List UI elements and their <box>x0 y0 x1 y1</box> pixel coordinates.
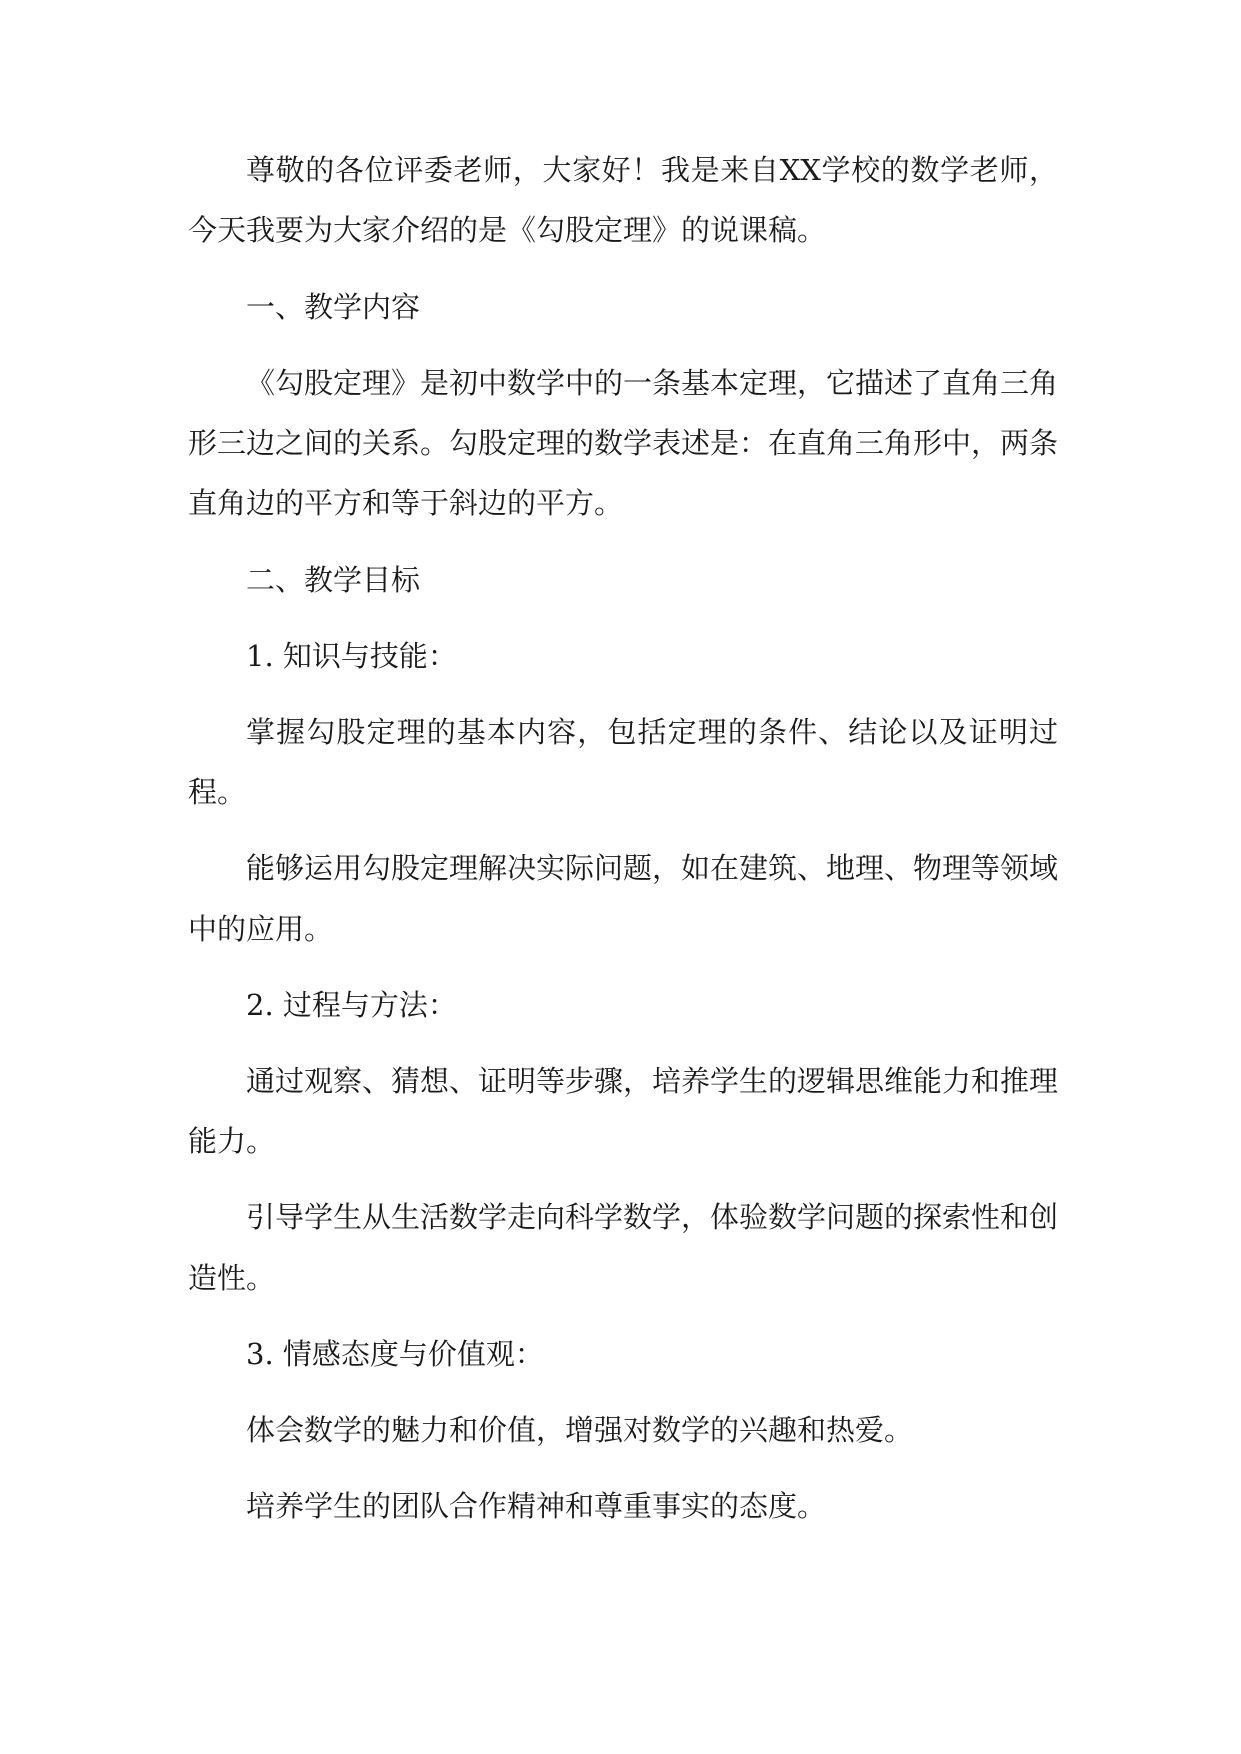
goal-heading-knowledge-skills: 1. 知识与技能： <box>246 638 457 673</box>
section-heading-teaching-content: 一、教学内容 <box>246 289 421 324</box>
goal-item-process-2: 引导学生从生活数学走向科学数学，体验数学问题的探索性和创造性。 <box>188 1200 1059 1295</box>
goal-heading-emotion-values: 3. 情感态度与价值观： <box>246 1336 544 1371</box>
goal-item-process-1: 通过观察、猜想、证明等步骤，培养学生的逻辑思维能力和推理能力。 <box>188 1063 1059 1159</box>
intro-paragraph: 尊敬的各位评委老师，大家好！我是来自XX学校的数学老师，今天我要为大家介绍的是《勾股定理》的说课稿。 <box>188 153 1058 248</box>
goal-item-emotion-2: 培养学生的团队合作精神和尊重事实的态度。 <box>246 1488 827 1523</box>
document-body <box>188 140 1058 1536</box>
goal-item-knowledge-1: 掌握勾股定理的基本内容，包括定理的条件、结论以及证明过程。 <box>188 714 1058 810</box>
goal-heading-process-method: 2. 过程与方法： <box>246 987 457 1022</box>
section-heading-teaching-goals: 二、教学目标 <box>246 562 421 597</box>
goal-item-knowledge-2: 能够运用勾股定理解决实际问题，如在建筑、地理、物理等领域中的应用。 <box>188 851 1059 946</box>
goal-item-emotion-1: 体会数学的魅力和价值，增强对数学的兴趣和热爱。 <box>246 1412 914 1447</box>
teaching-content-paragraph: 《勾股定理》是初中数学中的一条基本定理，它描述了直角三角形三边之间的关系。勾股定理的数学表述是：在直角三角形中，两条直角边的平方和等于斜边的平方。 <box>188 365 1059 521</box>
